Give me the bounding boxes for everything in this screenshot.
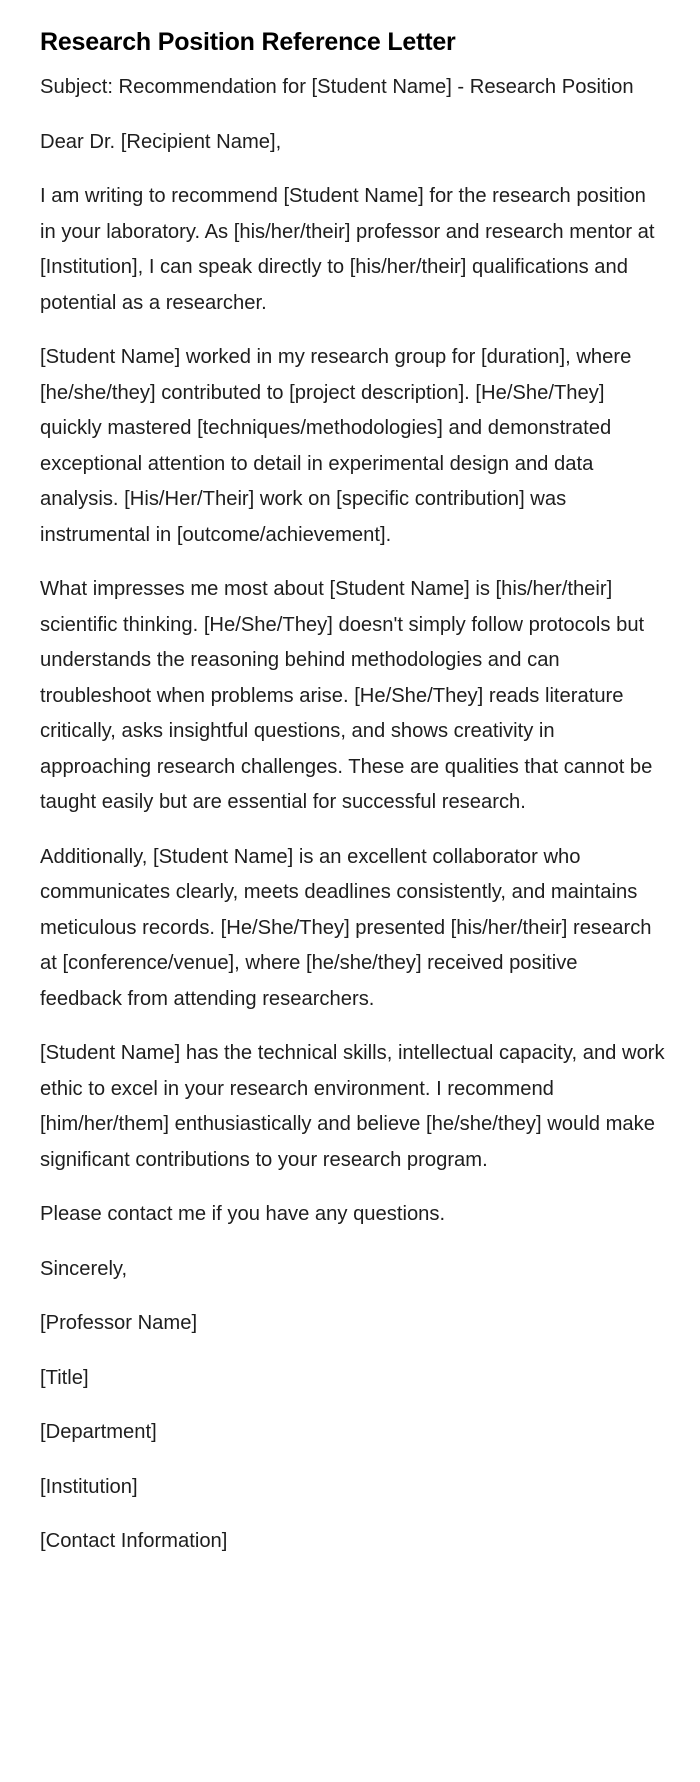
letter-paragraph-4: Additionally, [Student Name] is an excellent collaborator who communicates clearly, meets deadlines consistently, and maintains meticulous records. [He/She/They] presented [his/her/their] research at [conference/venue], where [he/she/they] received positive feedback from attending researchers. xyxy=(40,845,652,1010)
letter-paragraph-2: [Student Name] worked in my research group for [duration], where [he/she/they] contributed to [project description]. [He/She/They] quickly mastered [techniques/methodologies] and demonstrated exceptional attention to detail in experimental design and data analysis. [His/Her/Their] work on [specific contribution] was instrumental in [outcome/achievement]. xyxy=(40,346,632,546)
letter-title: Research Position Reference Letter xyxy=(40,28,456,56)
letter-closing-note: Please contact me if you have any questions. xyxy=(40,1203,446,1225)
letter-paragraph-3: What impresses me most about [Student Name] is [his/her/their] scientific thinking. [He/She/They] doesn't simply follow protocols but understands the reasoning behind methodologies and can troubleshoot when problems arise. [He/She/They] reads literature critically, asks insightful questions, and shows creativity in approaching research challenges. These are qualities that cannot be taught easily but are essential for successful research. xyxy=(40,578,653,813)
signature-name: [Professor Name] xyxy=(40,1312,198,1334)
letter-paragraph-1: I am writing to recommend [Student Name] for the research position in your laboratory. As [his/her/their] professor and research mentor at [Institution], I can speak directly to [his/her/their] qualifications and potential as a researcher. xyxy=(40,185,655,314)
letter-salutation: Dear Dr. [Recipient Name], xyxy=(40,130,282,153)
signature-institution: [Institution] xyxy=(40,1475,138,1498)
letter-paragraph-5: [Student Name] has the technical skills, intellectual capacity, and work ethic to excel in your research environment. I recommend [him/her/them] enthusiastically and believe [he/she/they] would make significant contributions to your research program. xyxy=(40,1042,665,1171)
signature-contact: [Contact Information] xyxy=(40,1530,228,1552)
letter-subject: Subject: Recommendation for [Student Name] - Research Position xyxy=(40,76,634,98)
signature-title: [Title] xyxy=(40,1366,89,1389)
signature-department: [Department] xyxy=(40,1421,157,1443)
letter-sign-off: Sincerely, xyxy=(40,1257,128,1280)
